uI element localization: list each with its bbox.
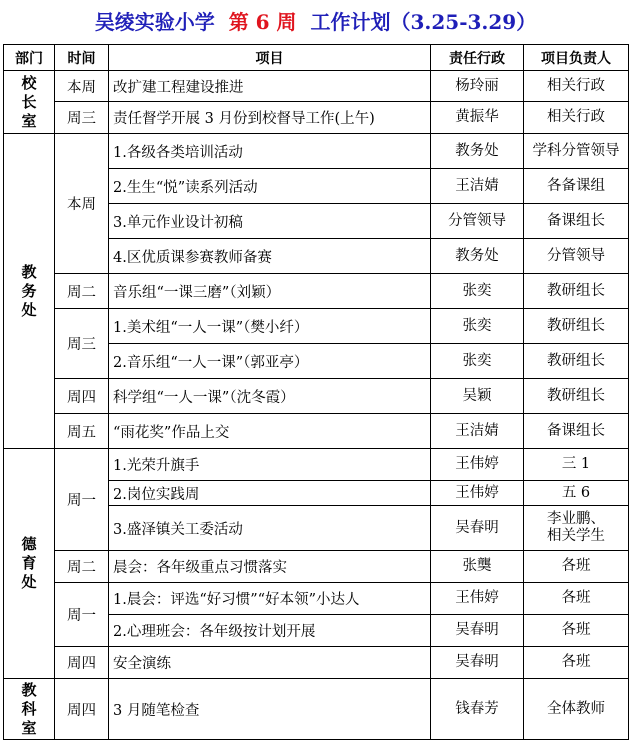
- dept-academic: 教 务 处: [4, 134, 55, 449]
- row-owner: 备课组长: [524, 204, 629, 239]
- row-admin: 吴春明: [431, 615, 524, 647]
- row-admin: 王洁婧: [431, 414, 524, 449]
- row-item: “雨花奖”作品上交: [109, 414, 431, 449]
- row-item: 安全演练: [109, 647, 431, 679]
- row-owner: 三 1: [524, 449, 629, 481]
- page-title: [0, 0, 631, 44]
- row-admin: 张龑: [431, 551, 524, 583]
- table-row: [4, 647, 629, 679]
- row-time: 周五: [55, 414, 109, 449]
- row-time: 周一: [55, 449, 109, 551]
- table-row: [4, 583, 629, 615]
- row-time: 周二: [55, 274, 109, 309]
- row-time: 周四: [55, 679, 109, 740]
- row-admin: 吴颖: [431, 379, 524, 414]
- row-item: 改扩建工程建设推进: [109, 71, 431, 102]
- row-owner: 各班: [524, 615, 629, 647]
- row-item: 音乐组“一课三磨”（刘颖）: [109, 274, 431, 309]
- table-row: [4, 551, 629, 583]
- row-item: 4.区优质课参赛教师备赛: [109, 239, 431, 274]
- row-admin: 王伟婷: [431, 583, 524, 615]
- row-owner: 各班: [524, 647, 629, 679]
- row-admin: 分管领导: [431, 204, 524, 239]
- row-owner: 备课组长: [524, 414, 629, 449]
- table-row: [4, 102, 629, 134]
- row-item: 2.生生“悦”读系列活动: [109, 169, 431, 204]
- work-plan-table: [3, 44, 629, 740]
- row-time: 周四: [55, 379, 109, 414]
- header-admin: 责任行政: [431, 45, 524, 71]
- row-admin: 王伟婷: [431, 481, 524, 506]
- row-admin: 黄振华: [431, 102, 524, 134]
- row-owner: 学科分管领导: [524, 134, 629, 169]
- title-week: 第 6 周: [228, 10, 297, 34]
- row-admin: 教务处: [431, 239, 524, 274]
- header-item: 项目: [109, 45, 431, 71]
- row-item: 1.美术组“一人一课”（樊小纤）: [109, 309, 431, 344]
- title-school: 吴绫实验小学: [94, 10, 215, 34]
- row-item: 2.心理班会：各年级按计划开展: [109, 615, 431, 647]
- row-owner: 教研组长: [524, 344, 629, 379]
- table-row: [4, 449, 629, 481]
- row-admin: 教务处: [431, 134, 524, 169]
- row-item: 2.音乐组“一人一课”（郭亚亭）: [109, 344, 431, 379]
- row-time: 周一: [55, 583, 109, 647]
- row-owner: 各备课组: [524, 169, 629, 204]
- row-owner: 分管领导: [524, 239, 629, 274]
- header-time: 时间: [55, 45, 109, 71]
- row-admin: 王伟婷: [431, 449, 524, 481]
- row-admin: 钱春芳: [431, 679, 524, 740]
- dept-principal: 校 长 室: [4, 71, 55, 134]
- row-time: 周二: [55, 551, 109, 583]
- row-admin: 张奕: [431, 309, 524, 344]
- row-time: 周四: [55, 647, 109, 679]
- title-plan: 工作计划（3.25-3.29）: [310, 10, 537, 34]
- table-row: [4, 414, 629, 449]
- row-admin: 吴春明: [431, 647, 524, 679]
- row-time: 周三: [55, 309, 109, 379]
- row-owner: 相关行政: [524, 71, 629, 102]
- row-item: 科学组“一人一课”（沈冬霞）: [109, 379, 431, 414]
- row-item: 1.晨会：评选“好习惯”“好本领”小达人: [109, 583, 431, 615]
- row-owner: 相关行政: [524, 102, 629, 134]
- row-time: 本周: [55, 134, 109, 274]
- table-row: [4, 309, 629, 344]
- row-owner: 五 6: [524, 481, 629, 506]
- row-owner: 全体教师: [524, 679, 629, 740]
- row-item: 晨会：各年级重点习惯落实: [109, 551, 431, 583]
- row-owner: 教研组长: [524, 379, 629, 414]
- row-admin: 王洁婧: [431, 169, 524, 204]
- header-row: [4, 45, 629, 71]
- row-owner: 各班: [524, 583, 629, 615]
- row-owner: 教研组长: [524, 309, 629, 344]
- dept-moral: 德 育 处: [4, 449, 55, 679]
- row-item: 3 月随笔检查: [109, 679, 431, 740]
- row-owner: 李业鹏、 相关学生: [524, 506, 629, 551]
- table-row: [4, 679, 629, 740]
- row-item: 1.光荣升旗手: [109, 449, 431, 481]
- row-time: 本周: [55, 71, 109, 102]
- row-owner: 教研组长: [524, 274, 629, 309]
- row-admin: 张奕: [431, 274, 524, 309]
- row-admin: 杨玲丽: [431, 71, 524, 102]
- table-row: [4, 274, 629, 309]
- row-item: 1.各级各类培训活动: [109, 134, 431, 169]
- row-admin: 张奕: [431, 344, 524, 379]
- row-item: 责任督学开展 3 月份到校督导工作(上午): [109, 102, 431, 134]
- dept-research: 教 科 室: [4, 679, 55, 740]
- header-owner: 项目负责人: [524, 45, 629, 71]
- row-admin: 吴春明: [431, 506, 524, 551]
- row-time: 周三: [55, 102, 109, 134]
- header-dept: 部门: [4, 45, 55, 71]
- table-row: [4, 134, 629, 169]
- row-item: 2.岗位实践周: [109, 481, 431, 506]
- row-item: 3.盛泽镇关工委活动: [109, 506, 431, 551]
- row-owner: 各班: [524, 551, 629, 583]
- row-item: 3.单元作业设计初稿: [109, 204, 431, 239]
- table-row: [4, 71, 629, 102]
- table-row: [4, 379, 629, 414]
